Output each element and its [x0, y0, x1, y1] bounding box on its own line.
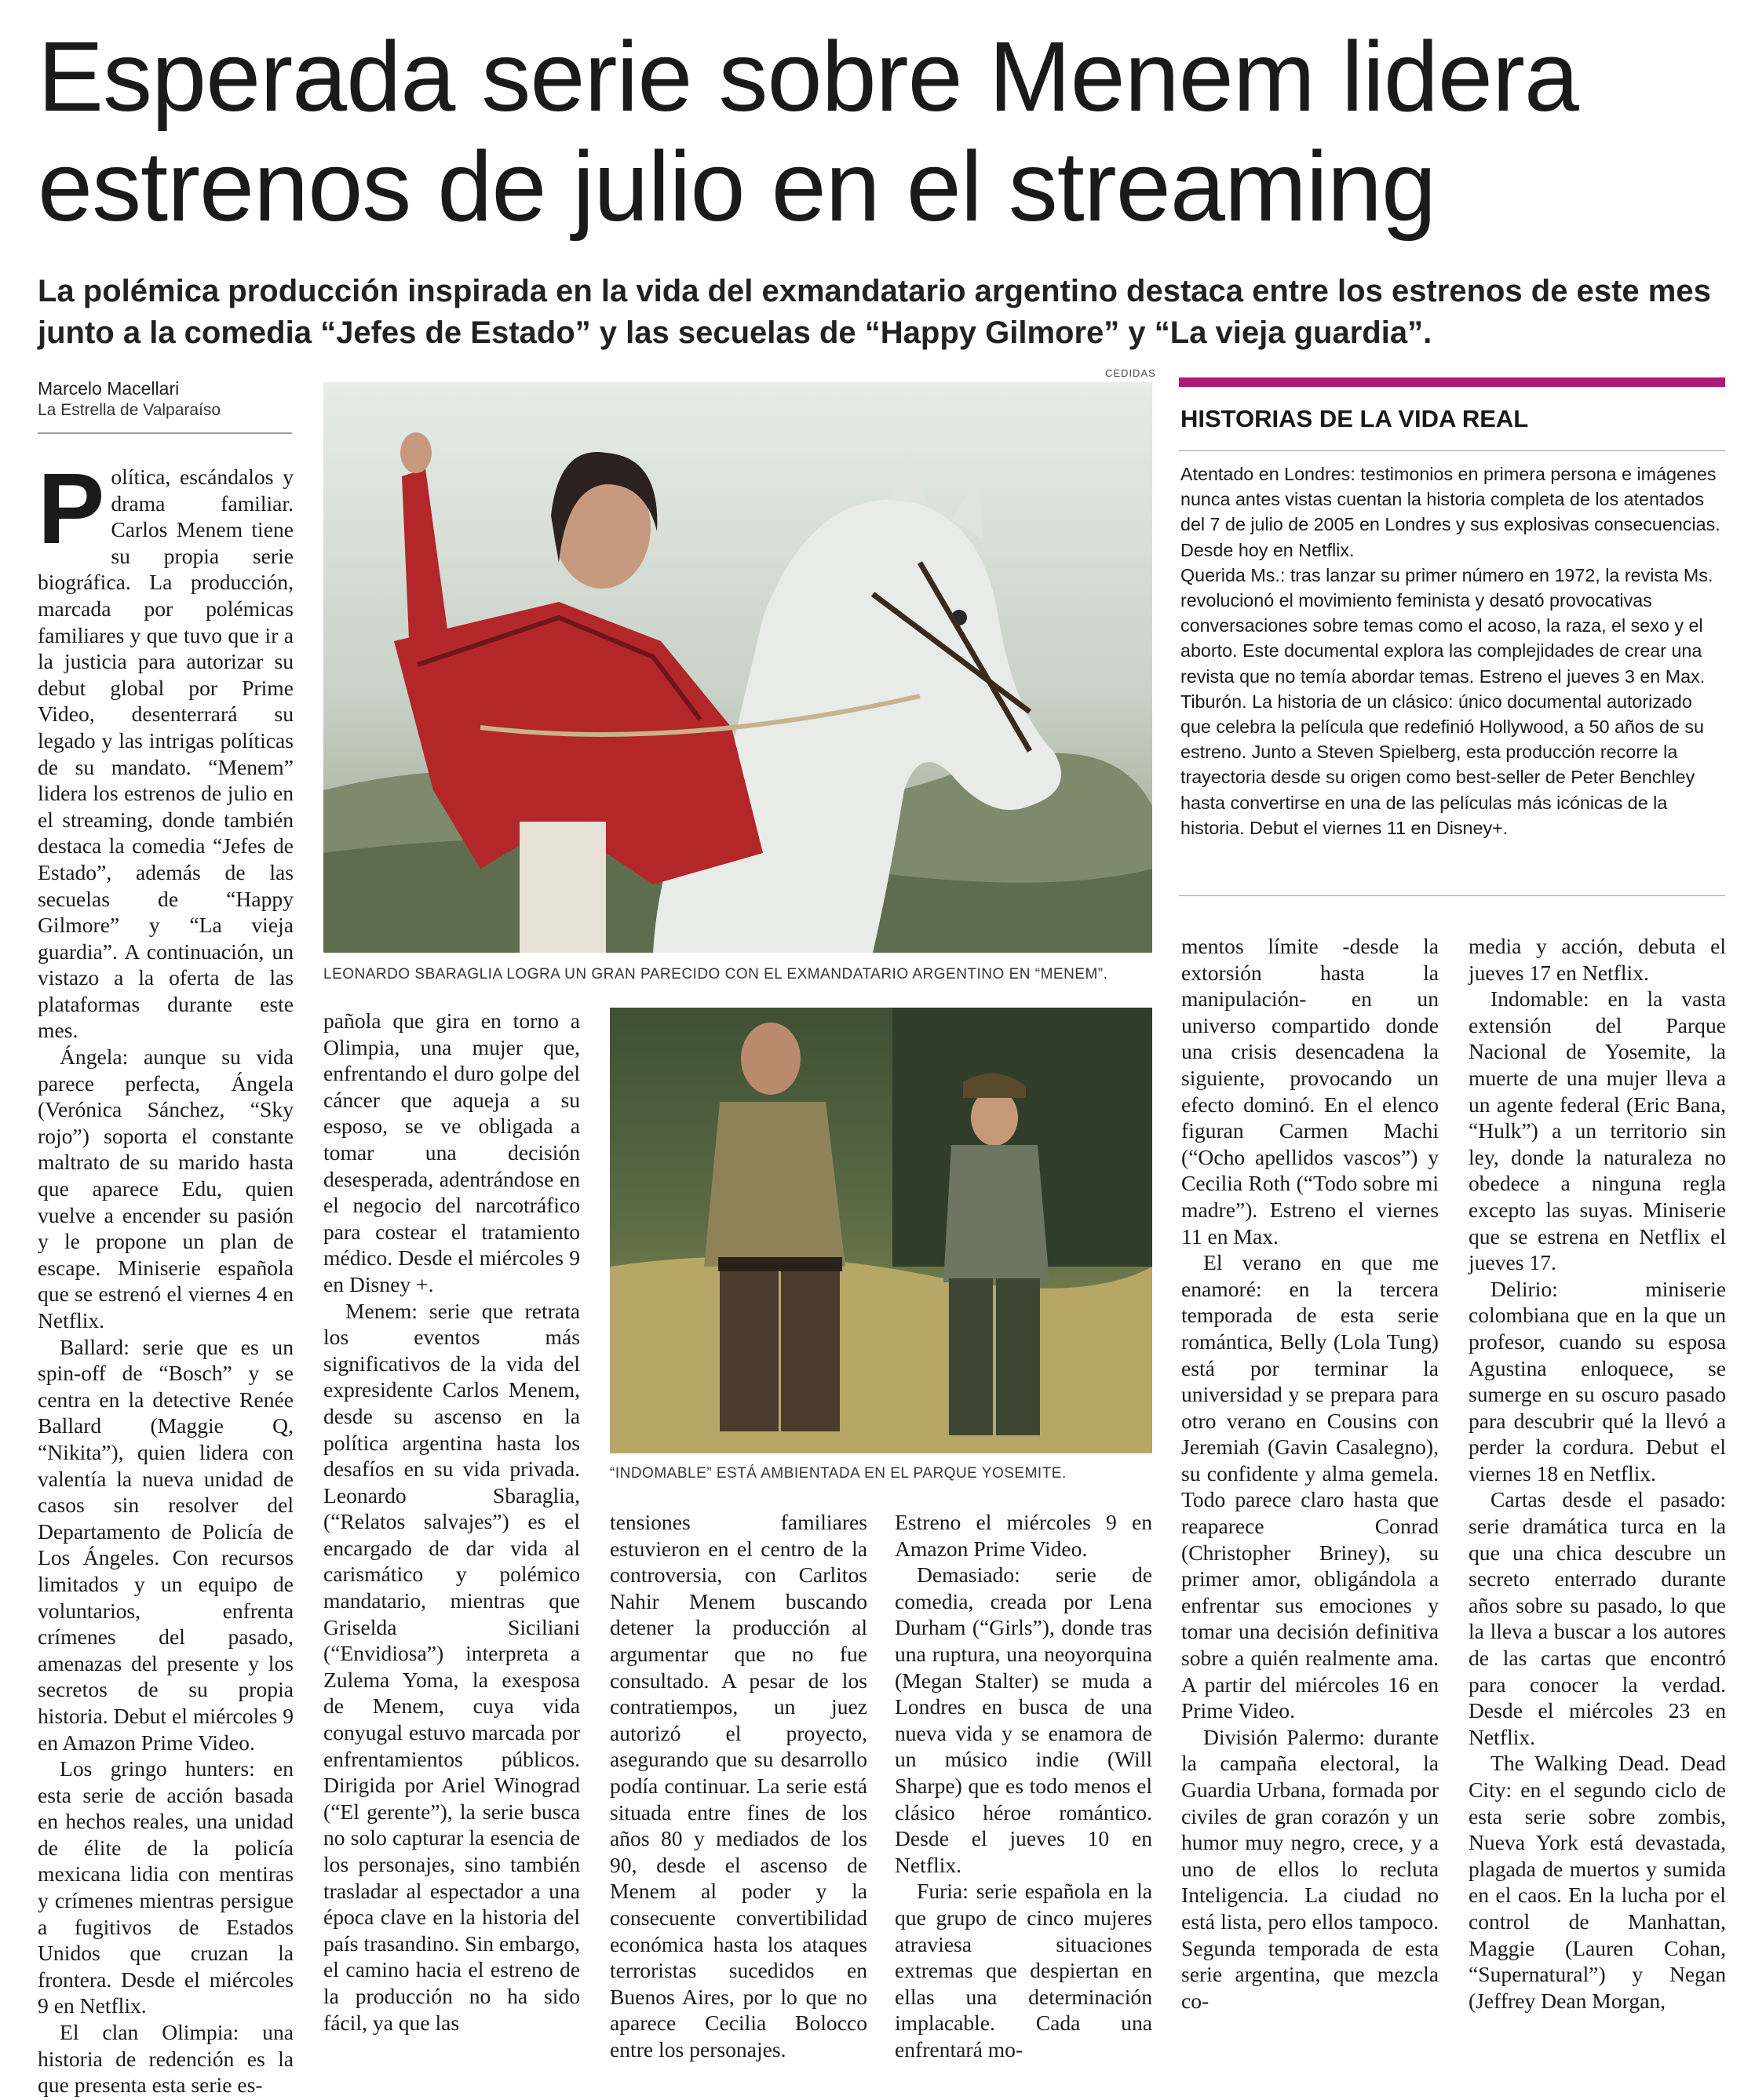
entry-demasiado: Demasiado: serie de comedia, creada por Lena Durham (“Girls”), donde tras una ruptura, una neoyorquina (Megan Stalter) se muda a Londres en busca de una nueva vida y se enamora de un músico indie (Will Sharpe) que es todo menos el clásico héroe romántico. Desde el jueves 10 en Netflix.	[895, 1562, 1152, 1877]
sidebar-item-atentado: Atentado en Londres: testimonios en primera persona e imágenes nunca antes vistas cuentan la historia completa de los atentados del 7 de julio de 2005 en Londres y sus explosivas consecuencias. Desde hoy en Netflix.	[1180, 464, 1720, 560]
sidebar-rule-top	[1179, 450, 1725, 451]
text-column-3	[610, 1509, 867, 2082]
entry-ballard: Ballard: serie que es un spin-off de “Bosch” y se centra en la detective Renée Ballard (Maggie Q, “Nikita”), quien lidera con valentía la nueva unidad de casos sin resolver del Departamento de Policía de Los Ángeles. Con recursos limitados y un equipo de voluntarios, enfrenta crímenes del pasado, amenazas del presente y los secretos de su propia historia. Debut el miércoles 9 en Amazon Prime Video.	[38, 1334, 294, 1755]
deck: La polémica producción inspirada en la vida del exmandatario argentino destaca entre los estrenos de este mes junto a la comedia “Jefes de Estado” y las secuelas de “Happy Gilmore” y “La vieja guardia”.	[38, 274, 1711, 350]
entry-gringo-hunters: Los gringo hunters: en esta serie de acción basada en hechos reales, una unidad de élite de la policía mexicana lidia con mentiras y crímenes mientras persigue a fugitivos de Estados Unidos que cruzan la frontera. Desde el miércoles 9 en Netflix.	[38, 1756, 294, 2018]
entry-furia-cont: mentos límite -desde la extorsión hasta la manipulación- en un universo compartido donde una crisis desencadena la siguiente, provocando un efecto dominó. En el elenco figuran Carmen Machi (“Ocho apellidos vascos”) y Cecilia Roth (“Todo sobre mi madre”). Estreno el viernes 11 en Max.	[1181, 934, 1439, 1249]
photo-credit: CEDIDAS	[1105, 367, 1156, 379]
headline: Esperada serie sobre Menem lidera estrenos de julio en el streaming	[38, 21, 1579, 242]
entry-delirio: Delirio: miniserie colombiana que en la que un profesor, cuando su esposa Agustina enloquece, se sumerge en su oscuro pasado para descubrir qué la llevó a perder la cordura. Debut el viernes 18 en Netflix.	[1469, 1276, 1726, 1486]
entry-menem-cont: tensiones familiares estuvieron en el centro de la controversia, con Carlitos Nahir Menem buscando detener la producción al argumentar que no fue consultado. A pesar de los contratiempos, un juez autorizó el proyecto, asegurando que su desarrollo podía continuar. La serie está situada entre fines de los años 80 y mediados de los 90, desde el ascenso de Menem al poder y la consecuente convertibilidad económica hasta los ataques terroristas sucedidos en Buenos Aires, por lo que no aparece Cecilia Bolocco entre los personajes.	[610, 1510, 867, 2062]
sidebar-body	[1180, 461, 1724, 840]
entry-division-palermo-cont: media y acción, debuta el jueves 17 en Netflix.	[1469, 934, 1726, 985]
entry-angela: Ángela: aunque su vida parece perfecta, Ángela (Verónica Sánchez, “Sky rojo”) soporta el constante maltrato de su marido hasta que aparece Edu, quien vuelve a encender su pasión y le propone un plan de escape. Miniserie española que se estrenó el viernes 4 en Netflix.	[38, 1045, 294, 1333]
entry-furia: Furia: serie española en la que grupo de cinco mujeres atraviesa situaciones extremas que despiertan en ellas una determinación implacable. Cada una enfrentará mo-	[895, 1879, 1152, 2062]
byline-rule	[38, 432, 292, 434]
entry-cartas: Cartas desde el pasado: serie dramática turca en la que una chica descubre un secreto enterrado durante años sobre su pasado, lo que la lleva a buscar a los autores de las cartas que encontró para conocer la verdad. Desde el miércoles 23 en Netflix.	[1469, 1487, 1726, 1749]
sidebar-item-querida-ms: Querida Ms.: tras lanzar su primer número en 1972, la revista Ms. revolucionó el movimiento feminista y desató provocativas conversaciones sobre temas como el acoso, la raza, el sexo y el aborto. Este documental explora las complejidades de crear una revista que no temía abordar temas. Estreno el jueves 3 en Max.	[1180, 564, 1713, 687]
entry-walking-dead: The Walking Dead. Dead City: en el segundo ciclo de esta serie sobre zombis, Nueva York está devastada, plagada de muertos y sumida en el caos. En la lucha por el control de Manhattan, Maggie (Lauren Cohan, “Supernatural”) y Negan (Jeffrey Dean Morgan,	[1469, 1751, 1726, 2013]
text-column-6	[1469, 933, 1726, 2083]
entry-division-palermo: División Palermo: durante la campaña electoral, la Guardia Urbana, formada por civiles de gran corazón y un humor muy negro, crece, y a uno de ellos lo recluta Inteligencia. La ciudad no está lista, pero ellos tampoco. Segunda temporada de esta serie argentina, que mezcla co-	[1181, 1724, 1439, 2013]
main-photo	[323, 382, 1152, 953]
sidebar-rule-bottom	[1179, 895, 1725, 896]
byline-author: Marcelo Macellari	[38, 378, 180, 399]
entry-indomable: Indomable: en la vasta extensión del Parque Nacional de Yosemite, la muerte de una mujer lleva a un agente federal (Eric Bana, “Hulk”) a un territorio sin ley, donde la naturaleza no obedece a ninguna regla excepto las suyas. Miniserie que se estrena en Netflix el jueves 17.	[1469, 986, 1726, 1275]
text-column-5	[1181, 933, 1439, 2083]
drop-cap: P	[38, 453, 105, 565]
sidebar-accent-bar	[1179, 377, 1725, 387]
second-photo-caption: “INDOMABLE” ESTÁ AMBIENTADA EN EL PARQUE YOSEMITE.	[610, 1465, 1067, 1482]
sidebar-item-tiburon: Tiburón. La historia de un clásico: único documental autorizado que celebra la película que redefinió Hollywood, a 50 años de su estreno. Junto a Steven Spielberg, esta producción recorre la trayectoria desde su origen como best-seller de Peter Benchley hasta convertirse en una de las películas más icónicas de la historia. Debut el viernes 11 en Disney+.	[1180, 691, 1704, 838]
main-photo-caption: LEONARDO SBARAGLIA LOGRA UN GRAN PARECIDO CON EL EXMANDATARIO ARGENTINO EN “MENEM”.	[323, 966, 1108, 983]
text-column-4	[895, 1509, 1152, 2082]
entry-verano: El verano en que me enamoré: en la tercera temporada de esta serie romántica, Belly (Lola Tung) está por terminar la universidad y se prepara para otro verano en Cousins con Jeremiah (Gavin Casalegno), su confidente y alma gemela. Todo parece claro hasta que reaparece Conrad (Christopher Briney), su primer amor, obligándola a enfrentar sus emociones y tomar una decisión definitiva sobre a quién realmente ama. A partir del miércoles 16 en Prime Video.	[1181, 1250, 1439, 1723]
byline-outlet: La Estrella de Valparaíso	[38, 401, 221, 419]
text-column-1	[38, 453, 294, 2098]
sidebar-heading: HISTORIAS DE LA VIDA REAL	[1180, 405, 1529, 432]
entry-clan-olimpia-cont: pañola que gira en torno a Olimpia, una mujer que, enfrentando el duro golpe del cáncer que aqueja a su esposo, se ve obligada a tomar una decisión desesperada, adentrándose en el negocio del narcotráfico para costear el tratamiento médico. Desde el miércoles 9 en Disney +.	[323, 1008, 580, 1296]
lead-text: olítica, escándalos y drama familiar. Carlos Menem tiene su propia serie biográfica. La producción, marcada por polémicas familiares y que tuvo que ir a la justicia para autorizar su debut global por Prime Video, desenterrará su legado y las intrigas políticas de su mandato. “Menem” lidera los estrenos de julio en el streaming, donde también destaca la comedia “Jefes de Estado”, además de las secuelas de “Happy Gilmore” y “La vieja guardia”. A continuación, un vistazo a la oferta de las plataformas durante este mes.	[38, 465, 294, 1043]
entry-clan-olimpia: El clan Olimpia: una historia de redención es la que presenta esta serie es-	[38, 2020, 294, 2098]
entry-menem: Menem: serie que retrata los eventos más significativos de la vida del expresidente Carlos Menem, desde su ascenso en la política argentina hasta los desafíos en su vida privada. Leonardo Sbaraglia, (“Relatos salvajes”) es el encargado de dar vida al carismático y polémico mandatario, mientras que Griselda Siciliani (“Envidiosa”) interpreta a Zulema Yoma, la exesposa de Menem, cuya vida conyugal estuvo marcada por enfrentamientos públicos. Dirigida por Ariel Winograd (“El gerente”), la serie busca no solo capturar la esencia de los personajes, sino también trasladar al espectador a una época clave en la historia del país trasandino. Sin embargo, el camino hacia el estreno de la producción no ha sido fácil, ya que las	[323, 1298, 580, 2035]
entry-menem-release: Estreno el miércoles 9 en Amazon Prime Video.	[895, 1510, 1152, 1561]
text-column-2	[323, 1008, 580, 2083]
lead-paragraph	[38, 453, 294, 1044]
second-photo	[610, 1008, 1152, 1453]
